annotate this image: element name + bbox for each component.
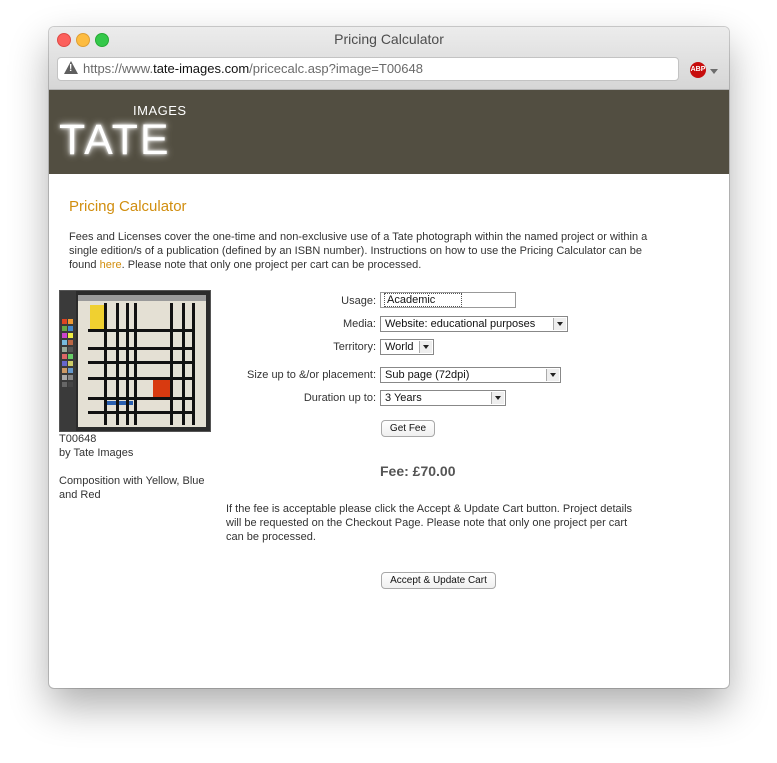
intro-text: Fees and Licenses cover the one-time and non-exclusive use of a Tate photograph within the named project or within a single edition/s of a publication (defined by an ISBN number). Instructions on how to use the Pricing Calculator can be found here. Please note that only one project per cart can be processed. [69,231,648,271]
adblock-menu-arrow-icon[interactable] [710,69,718,74]
title-bar [49,27,729,90]
chevron-down-icon [546,369,559,381]
territory-select[interactable]: World [380,339,434,355]
url-text[interactable]: https://www.tate-images.com/pricecalc.asp?image=T00648 [83,61,423,76]
warning-icon: ! [64,61,78,74]
accept-update-cart-button[interactable]: Accept & Update Cart [381,572,496,589]
artwork-id: T00648 [59,433,97,445]
duration-label: Duration up to: [303,392,376,404]
size-label: Size up to &/or placement: [246,369,376,381]
window-title: Pricing Calculator [334,31,444,47]
address-bar[interactable] [57,57,679,81]
chevron-down-icon [553,318,566,330]
media-select[interactable]: Website: educational purposes [380,316,568,332]
usage-label: Usage: [341,295,376,307]
instructions-link[interactable]: here [99,259,122,271]
artwork-credit: by Tate Images [59,447,134,459]
duration-select[interactable]: 3 Years [380,390,506,406]
fee-amount: Fee: £70.00 [380,463,456,479]
chevron-down-icon [419,341,432,353]
adblock-icon[interactable]: ABP [690,62,706,78]
size-select[interactable]: Sub page (72dpi) [380,367,561,383]
tate-logo[interactable]: TATE [59,116,171,164]
chevron-down-icon [491,392,504,404]
media-label: Media: [342,318,376,330]
accept-note: If the fee is acceptable please click the Accept & Update Cart button. Project details will be requested on the Checkout Page. Please note that only one project per cart can be processed. [226,503,633,543]
usage-input[interactable]: Academic [380,292,516,308]
get-fee-button[interactable]: Get Fee [381,420,435,437]
artwork-caption [59,432,219,502]
browser-window [49,27,729,688]
artwork-title: Composition with Yellow, Blue and Red [59,475,205,501]
territory-label: Territory: [333,341,376,353]
images-logo-text: IMAGES [133,103,187,118]
site-banner [49,90,729,174]
page-title: Pricing Calculator [69,198,187,215]
artwork-thumbnail[interactable] [59,290,211,432]
